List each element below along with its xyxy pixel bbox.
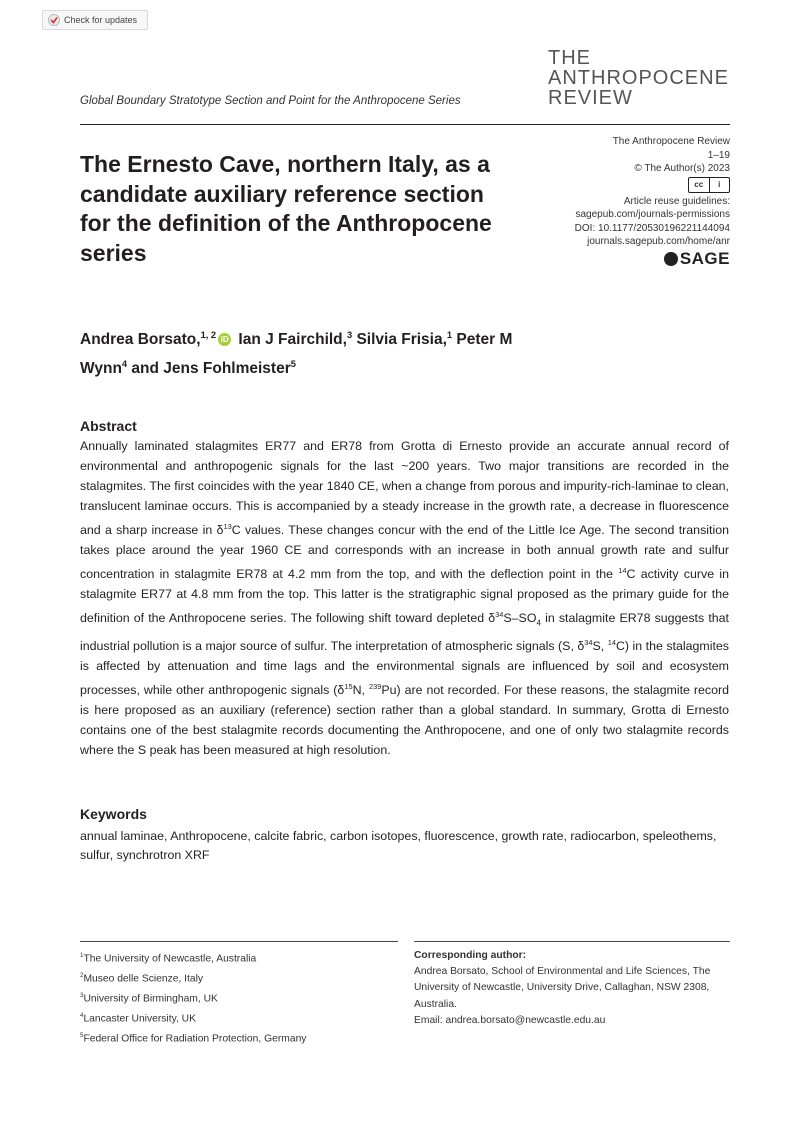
corresponding-heading: Corresponding author: bbox=[414, 950, 527, 961]
author-name: Andrea Borsato, bbox=[80, 331, 201, 349]
corresponding-email[interactable]: Email: andrea.borsato@newcastle.edu.au bbox=[414, 1014, 606, 1026]
logo-line-1: THE bbox=[548, 47, 591, 69]
corresponding-address: Andrea Borsato, School of Environmental and Life Sciences, The University of Newcastle, University Drive, Callaghan, NSW 2308, Australia. bbox=[414, 966, 711, 1010]
copyright: © The Author(s) 2023 bbox=[634, 163, 730, 174]
affiliation-item: $^5$Federal Office for Radiation Protection, Germany bbox=[80, 1031, 307, 1045]
footnote-divider bbox=[80, 941, 398, 942]
affiliation-item: $^3$University of Birmingham, UK bbox=[80, 991, 218, 1005]
affiliation-mark: 1, 2 bbox=[200, 330, 217, 340]
abstract-heading: Abstract bbox=[80, 418, 137, 434]
logo-line-3: REVIEW bbox=[548, 87, 633, 109]
reuse-guidelines-label: Article reuse guidelines: bbox=[623, 195, 730, 207]
attribution-icon: i bbox=[718, 179, 721, 189]
author-name: Peter M Wynn bbox=[80, 331, 513, 378]
author-name: Ian J Fairchild, bbox=[238, 331, 347, 349]
sage-logo bbox=[664, 248, 730, 268]
journal-name: The Anthropocene Review bbox=[612, 136, 730, 147]
logo-line-2: ANTHROPOCENE bbox=[548, 67, 729, 89]
sage-mark-icon bbox=[664, 252, 678, 266]
author-name: and Jens Fohlmeister bbox=[131, 360, 291, 378]
crossmark-icon bbox=[48, 14, 60, 26]
permissions-link[interactable]: sagepub.com/journals-permissions bbox=[575, 209, 730, 220]
affiliation-mark: 1 bbox=[446, 330, 453, 340]
journal-logo bbox=[548, 48, 738, 108]
page-range: 1–19 bbox=[707, 149, 730, 161]
author-name: Silvia Frisia, bbox=[356, 331, 447, 349]
affiliation-item: $^1$The University of Newcastle, Australia bbox=[80, 952, 257, 965]
check-for-updates-label: Check for updates bbox=[64, 15, 138, 25]
keywords-text: annual laminae, Anthropocene, calcite fabric, carbon isotopes, fluorescence, growth rate, radiocarbon, speleothems, sulfur, synchrotron XRF bbox=[80, 829, 717, 862]
affiliations-list bbox=[80, 948, 400, 1048]
affiliation-mark: 3 bbox=[346, 330, 353, 340]
corresponding-author bbox=[414, 948, 734, 1029]
check-for-updates-badge[interactable] bbox=[42, 10, 148, 30]
orcid-icon[interactable]: iD bbox=[218, 333, 231, 346]
corresponding-divider bbox=[414, 941, 730, 942]
article-title: The Ernesto Cave, northern Italy, as a candidate auxiliary reference section for the definition of the Anthropocene series bbox=[80, 151, 492, 266]
cc-icon: cc bbox=[689, 178, 710, 192]
doi-link[interactable]: DOI: 10.1177/20530196221144094 bbox=[574, 222, 730, 234]
journal-homepage-link[interactable]: journals.sagepub.com/home/anr bbox=[587, 236, 730, 247]
article-meta bbox=[575, 135, 730, 270]
author-list bbox=[80, 323, 560, 381]
abstract-text: Annually laminated stalagmites ER77 and ER78 from Grotta di Ernesto provide an accurate annual record of environmental and anthropogenic signals for the last ~200 years. Two major transitions are recorded in the stalagmites. The first coincides with the year 1840 CE, when a change from porous and impurity-rich-laminae to clean, translucent laminae occurs. This is accompanied by a steady increase in the growth rate, a decrease in fluorescence and a sharp increase in $\delta^{13}C$ values. These changes concur with the end of the Little Ice Age. The second transition takes place around the year 1960 CE and corresponds with an increase in both annual growth rate and sulfur concentration in stalagmite ER78 at 4.2 mm from the top, and with the deflection point in the $^{14}$C activity curve in stalagmite ER77 at 4.8 mm from the top. This latter is the stratigraphic signal proposed as the primary guide for the definition of the Anthropocene series. The following shift toward depleted $\delta^{34}S-SO_4$ in stalagmite ER78 suggests that industrial pollution is a major source of sulfur. The interpretation of atmospheric signals (S, $\delta^{34}S$, $^{14}$C) in the stalagmites is affected by attenuation and time lags and the environmental signals are influenced by soil and ecosystem processes, while other anthropogenic signals ($\delta^{15}N$, $^{239}$Pu) are not recorded. For these reasons, the stalagmite record is here proposed as an auxiliary (reference) section rather than a global standard. In summary, Grotta di Ernesto contains one of the best stalagmite records documenting the Anthropocene, and one of only two stalagmite records where the S peak has been measured at high resolution. bbox=[80, 439, 729, 757]
affiliation-item: $^2$Museo delle Scienze, Italy bbox=[80, 971, 204, 985]
keywords-heading: Keywords bbox=[80, 806, 147, 822]
creative-commons-license-icon[interactable] bbox=[688, 177, 730, 193]
affiliation-mark: 5 bbox=[290, 359, 296, 370]
affiliation-mark: 4 bbox=[121, 359, 128, 370]
publisher-name: SAGE bbox=[679, 248, 730, 268]
series-heading: Global Boundary Stratotype Section and Point for the Anthropocene Series bbox=[80, 95, 461, 107]
affiliation-item: $^4$Lancaster University, UK bbox=[80, 1011, 196, 1025]
header-divider bbox=[80, 124, 730, 125]
